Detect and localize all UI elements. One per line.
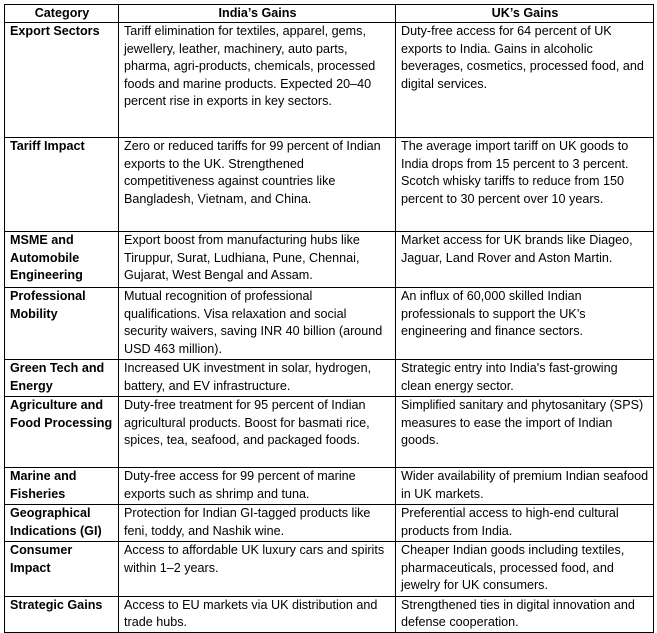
uk-gains-cell: Wider availability of premium Indian seafood in UK markets. xyxy=(396,468,654,505)
uk-gains-cell: An influx of 60,000 skilled Indian professionals to support the UK’s engineering and finance sectors. xyxy=(396,288,654,360)
table-row xyxy=(5,360,654,397)
india-gains-cell: Zero or reduced tariffs for 99 percent of Indian exports to the UK. Strengthened competitiveness against countries like Bangladesh, Vietnam, and China. xyxy=(119,138,396,232)
india-gains-cell: Mutual recognition of professional qualifications. Visa relaxation and social security waivers, saving INR 40 billion (around USD 463 million). xyxy=(119,288,396,360)
table-row xyxy=(5,468,654,505)
table-row xyxy=(5,505,654,542)
category-cell: Export Sectors xyxy=(5,23,119,138)
india-gains-cell: Tariff elimination for textiles, apparel, gems, jewellery, leather, machinery, auto parts, pharma, agri-products, chemicals, processed foods and marine products. Expected 20–40 percent rise in exports in key sectors. xyxy=(119,23,396,138)
category-cell: Marine and Fisheries xyxy=(5,468,119,505)
header-category: Category xyxy=(5,5,119,23)
category-cell: MSME and Automobile Engineering xyxy=(5,232,119,288)
category-cell: Agriculture and Food Processing xyxy=(5,397,119,468)
uk-gains-cell: The average import tariff on UK goods to India drops from 15 percent to 3 percent. Scotch whisky tariffs to reduce from 150 percent to 30 percent over 10 years. xyxy=(396,138,654,232)
india-gains-cell: Access to affordable UK luxury cars and spirits within 1–2 years. xyxy=(119,542,396,596)
table-row xyxy=(5,23,654,138)
uk-gains-cell: Cheaper Indian goods including textiles, pharmaceuticals, processed food, and jewelry for UK consumers. xyxy=(396,542,654,596)
category-cell: Tariff Impact xyxy=(5,138,119,232)
table-row xyxy=(5,138,654,232)
uk-gains-cell: Strategic entry into India's fast-growing clean energy sector. xyxy=(396,360,654,397)
table-row xyxy=(5,288,654,360)
table-row xyxy=(5,232,654,288)
uk-gains-cell: Preferential access to high-end cultural products from India. xyxy=(396,505,654,542)
uk-gains-cell: Duty-free access for 64 percent of UK exports to India. Gains in alcoholic beverages, cosmetics, processed food, and digital services. xyxy=(396,23,654,138)
india-gains-cell: Duty-free treatment for 95 percent of Indian agricultural products. Boost for basmati rice, spices, tea, seafood, and packaged foods. xyxy=(119,397,396,468)
header-row xyxy=(5,5,654,23)
uk-gains-cell: Market access for UK brands like Diageo, Jaguar, Land Rover and Aston Martin. xyxy=(396,232,654,288)
category-cell: Consumer Impact xyxy=(5,542,119,596)
uk-gains-cell: Simplified sanitary and phytosanitary (SPS) measures to ease the import of Indian goods. xyxy=(396,397,654,468)
category-cell: Geographical Indications (GI) xyxy=(5,505,119,542)
header-india-gains: India’s Gains xyxy=(119,5,396,23)
table-row xyxy=(5,596,654,633)
category-cell: Green Tech and Energy xyxy=(5,360,119,397)
comparison-table xyxy=(4,4,654,633)
india-gains-cell: Export boost from manufacturing hubs like Tiruppur, Surat, Ludhiana, Pune, Chennai, Gujarat, West Bengal and Assam. xyxy=(119,232,396,288)
uk-gains-cell: Strengthened ties in digital innovation and defense cooperation. xyxy=(396,596,654,633)
india-gains-cell: Protection for Indian GI-tagged products like feni, toddy, and Nashik wine. xyxy=(119,505,396,542)
india-gains-cell: Duty-free access for 99 percent of marine exports such as shrimp and tuna. xyxy=(119,468,396,505)
category-cell: Strategic Gains xyxy=(5,596,119,633)
india-gains-cell: Increased UK investment in solar, hydrogen, battery, and EV infrastructure. xyxy=(119,360,396,397)
india-gains-cell: Access to EU markets via UK distribution and trade hubs. xyxy=(119,596,396,633)
table-row xyxy=(5,397,654,468)
header-uk-gains: UK’s Gains xyxy=(396,5,654,23)
table-row xyxy=(5,542,654,596)
category-cell: Professional Mobility xyxy=(5,288,119,360)
